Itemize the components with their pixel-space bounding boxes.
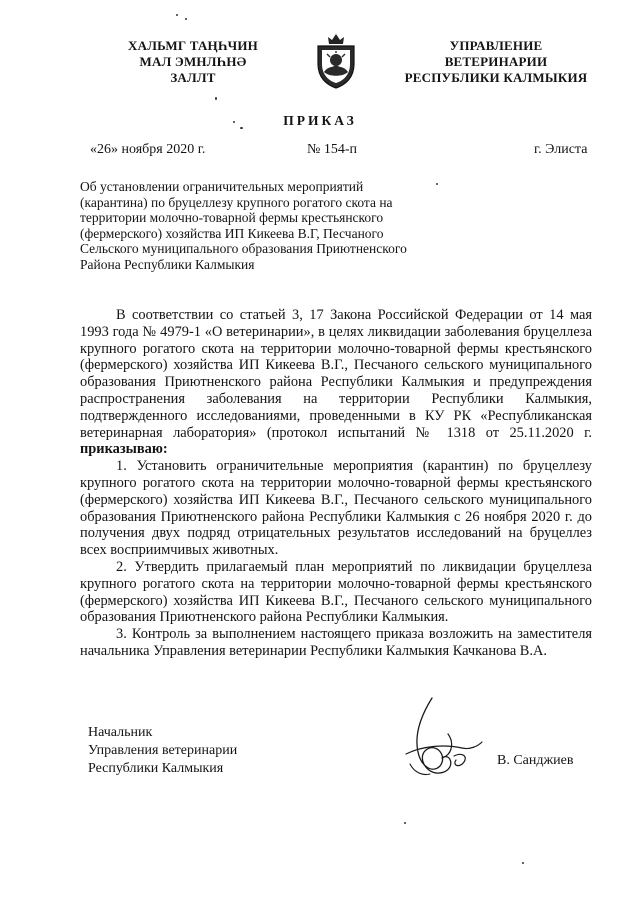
scan-speck xyxy=(215,97,217,100)
subject-line: территории молочно-товарной фермы крестьянского xyxy=(80,210,384,226)
order-body xyxy=(80,307,592,660)
preamble-paragraph xyxy=(80,307,592,458)
document-number: № 154-п xyxy=(307,142,358,157)
scan-speck xyxy=(185,18,187,20)
subject-line: (карантина) по бруцеллезу крупного рогатого скота на xyxy=(80,194,393,210)
order-item: 3. Контроль за выполнением настоящего приказа возложить на заместителя начальника Управления ветеринарии Республики Калмыкия Качканова В.А. xyxy=(80,626,592,659)
subject-line: Об установлении ограничительных мероприятий xyxy=(80,179,364,194)
signatory-position-line: Управления ветеринарии xyxy=(88,743,238,758)
scan-speck xyxy=(522,862,524,864)
subject-line: Района Республики Калмыкия xyxy=(80,256,255,272)
document-date: «26» ноября 2020 г. xyxy=(90,142,206,157)
coat-of-arms-kalmykia-icon xyxy=(310,32,362,90)
document-title: ПРИКАЗ xyxy=(283,113,357,128)
header-left-line: ХАЛЬМГ ТАҢҺЧИН xyxy=(128,38,258,53)
order-word: приказываю: xyxy=(80,441,168,458)
scan-speck xyxy=(436,183,438,185)
scan-speck xyxy=(240,127,243,129)
signatory-position-line: Начальник xyxy=(88,725,153,740)
order-item: 1. Установить ограничительные мероприятия (карантин) по бруцеллезу крупного рогатого скота на территории молочно-товарной фермы крестьянского (фермерского) хозяйства ИП Кикеева В.Г., Песчаного сельского муниципального образования Приютненского района Республики Калмыкия с 26 ноября 2020 г. до получения двух подряд отрицательных результатов исследований на бруцеллез всех восприимчивых животных. xyxy=(80,458,592,559)
header-right-block xyxy=(396,38,596,86)
scan-speck xyxy=(176,14,178,16)
signatory-position-line: Республики Калмыкия xyxy=(88,761,224,776)
header-right-line: ВЕТЕРИНАРИИ xyxy=(444,54,548,69)
scan-speck xyxy=(404,822,406,824)
order-item: 2. Утвердить прилагаемый план мероприятий по ликвидации бруцеллеза крупного рогатого скота на территории молочно-товарной фермы крестьянского (фермерского) хозяйства ИП Кикеева В.Г., Песчаного сельского муниципального образования Приютненского района Республики Калмыкия. xyxy=(80,558,592,626)
header-right-line: РЕСПУБЛИКИ КАЛМЫКИЯ xyxy=(404,70,588,85)
subject-line: (фермерского) хозяйства ИП Кикеева В.Г, Песчаного xyxy=(80,225,384,241)
header-left-block xyxy=(108,38,278,86)
signatory-name: В. Санджиев xyxy=(497,753,574,768)
header-right-line: УПРАВЛЕНИЕ xyxy=(449,38,543,53)
subject-block xyxy=(80,179,420,273)
scan-speck xyxy=(233,121,235,123)
handwritten-signature-icon xyxy=(392,694,488,786)
header-left-line: ЗАЛЛТ xyxy=(170,70,216,85)
header-left-line: МАЛ ЭМНЛҺНӘ xyxy=(139,54,247,69)
signatory-position xyxy=(88,724,237,778)
subject-line: Сельского муниципального образования Приютненского xyxy=(80,241,407,257)
preamble-text: В соответствии со статьей 3, 17 Закона Российской Федерации от 14 мая 1993 года № 4979-1 «О ветеринарии», в целях ликвидации заболевания бруцеллеза крупного рогатого скота на территории молочно-товарной фермы крестьянского (фермерского) хозяйства ИП Кикеева В.Г., Песчаного сельского муниципального образования Приютненского района Республики Калмыкия и предупреждения распространения заболевания на территории Республики Калмыкия, подтвержденного исследованиями, проведенными в КУ РК «Республиканская ветеринарная лаборатория» (протокол испытаний № 1318 от 25.11.2020 г. xyxy=(80,307,592,441)
document-city: г. Элиста xyxy=(534,142,588,157)
